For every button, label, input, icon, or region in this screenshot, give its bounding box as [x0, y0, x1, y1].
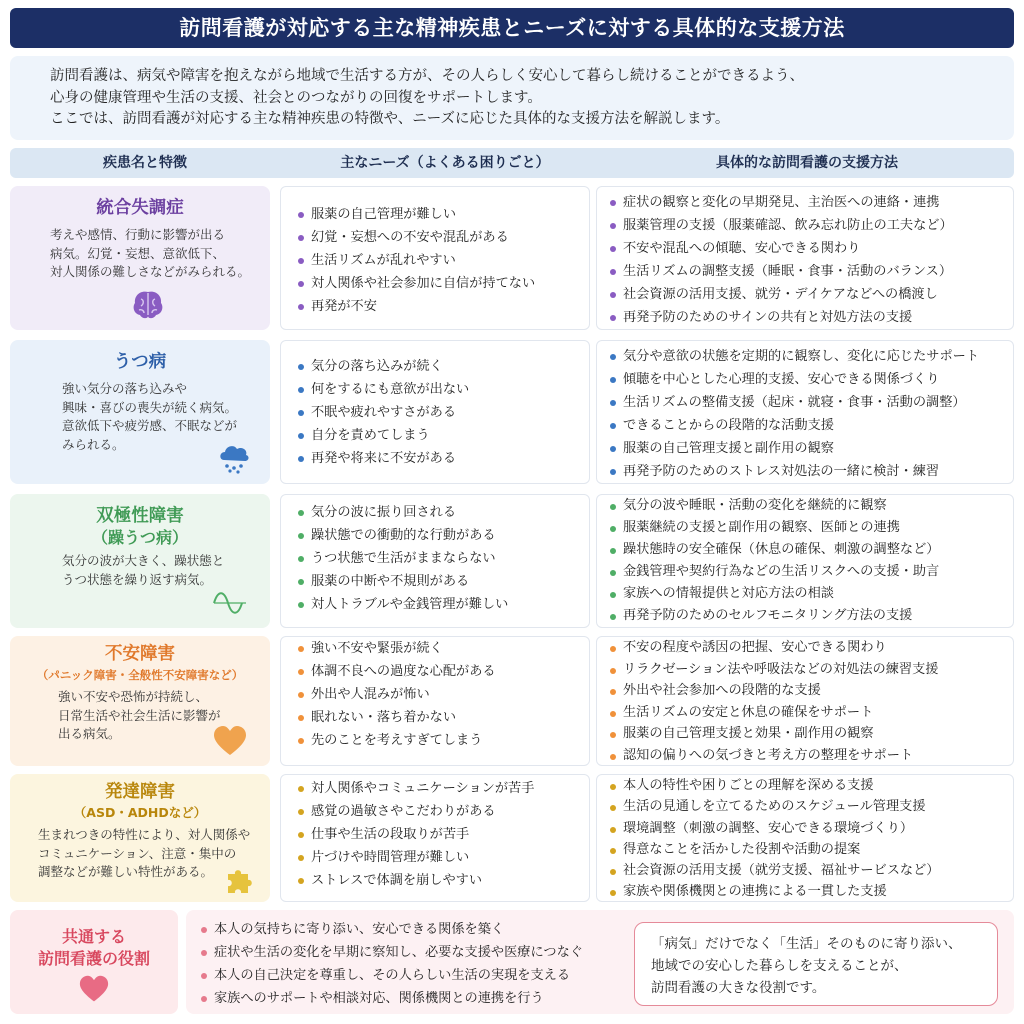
list-item-text: 対人トラブルや金銭管理が難しい [311, 597, 509, 612]
list-item-text: 再発予防のためのストレス対処法の一緒に検討・練習 [623, 464, 940, 479]
bullet-dot [610, 526, 616, 532]
bullet-dot [610, 354, 616, 360]
list-item-text: 服薬管理の支援（服薬確認、飲み忘れ防止の工夫など） [623, 218, 953, 233]
bullet-dot [610, 315, 616, 321]
list-item-text: 感覚の過敏さやこだわりがある [311, 804, 496, 819]
bullet-dot [610, 689, 616, 695]
list-item-text: 仕事や生活の段取りが苦手 [311, 827, 470, 842]
bullet-dot [298, 715, 304, 721]
column-header-disease: 疾患名と特徴 [103, 155, 187, 171]
list-item [198, 941, 583, 964]
list-item [607, 237, 953, 260]
bullet-dot [610, 827, 616, 833]
list-item [607, 659, 938, 681]
bullet-dot [298, 878, 304, 884]
bullet-dot [298, 646, 304, 652]
rain-cloud-icon [216, 440, 252, 474]
list-item-text: 家族への情報提供と対応方法の相談 [623, 586, 834, 601]
disease-description [10, 220, 270, 282]
disease-card-anxiety [10, 636, 270, 766]
support-box-anxiety [596, 636, 1014, 766]
list-item [607, 260, 953, 283]
bullet-dot [610, 784, 616, 790]
bullet-dot [298, 602, 304, 608]
support-list [607, 495, 940, 627]
list-item-text: 眠れない・落ち着かない [311, 710, 457, 725]
list-item-text: 強い不安や緊張が続く [311, 641, 443, 656]
list-item-text: 躁状態時の安全確保（休息の確保、刺激の調整など） [623, 542, 940, 557]
list-item [295, 447, 469, 470]
list-item [295, 226, 535, 249]
page-title: 訪問看護が対応する主な精神疾患とニーズに対する具体的な支援方法 [10, 8, 1014, 48]
bullet-dot [298, 832, 304, 838]
bullet-dot [298, 786, 304, 792]
description-line: 強い不安や恐怖が持続し、 [58, 689, 209, 704]
needs-list [295, 637, 496, 752]
bullet-dot [610, 423, 616, 429]
description-line: 生まれつきの特性により、対人関係や [38, 827, 251, 842]
needs-box-developmental [280, 774, 590, 902]
bullet-dot [610, 646, 616, 652]
intro-line: ここでは、訪問看護が対応する主な精神疾患の特徴や、ニーズに応じた具体的な支援方法を解説します。 [50, 111, 730, 127]
bullet-dot [610, 732, 616, 738]
list-item [607, 583, 940, 605]
list-item [295, 869, 534, 892]
bullet-dot [610, 446, 616, 452]
bullet-dot [201, 996, 207, 1002]
list-item [295, 660, 496, 683]
list-item [295, 295, 535, 318]
list-item [198, 964, 583, 987]
disease-description [10, 548, 270, 589]
list-item [295, 683, 496, 706]
disease-subtitle: （ASD・ADHDなど） [73, 805, 207, 820]
bullet-dot [298, 533, 304, 539]
bullet-dot [298, 212, 304, 218]
list-item-text: リラクゼーション法や呼吸法などの対処法の練習支援 [623, 661, 939, 677]
bullet-dot [298, 258, 304, 264]
intro-line: 訪問看護は、病気や障害を抱えながら地域で生活する方が、その人らしく安心して暮らし続けることができるよう、 [50, 68, 804, 84]
description-line: 強い気分の落ち込みや [62, 381, 188, 396]
support-box-developmental [596, 774, 1014, 902]
list-item-text: 症状や生活の変化を早期に察知し、必要な支援や医療につなぐ [214, 945, 583, 960]
list-item-text: 体調不良への過度な心配がある [311, 664, 496, 679]
support-list [607, 637, 938, 766]
list-item [295, 424, 469, 447]
list-item [607, 460, 979, 483]
list-item-text: 服薬の自己管理支援と効果・副作用の観察 [623, 726, 874, 741]
list-item [607, 702, 938, 724]
list-item [295, 800, 534, 823]
needs-box-anxiety [280, 636, 590, 766]
list-item [607, 745, 938, 767]
bullet-dot [610, 269, 616, 275]
list-item [607, 517, 940, 539]
intro-line: 心身の健康管理や生活の支援、社会とのつながりの回復をサポートします。 [50, 89, 542, 106]
bullet-dot [610, 548, 616, 554]
support-box-depression [596, 340, 1014, 484]
list-item-text: 家族へのサポートや相談対応、関係機関との連携を行う [214, 991, 544, 1006]
needs-list [295, 777, 534, 892]
bullet-dot [298, 692, 304, 698]
list-item-text: ストレスで体調を崩しやすい [311, 873, 483, 888]
list-item [607, 796, 940, 817]
list-item-text: 外出や人混みが怖い [311, 687, 430, 702]
list-item-text: 得意なことを活かした役割や活動の提案 [623, 841, 861, 857]
list-item-text: 幻覚・妄想への不安や混乱がある [311, 230, 509, 245]
list-item [295, 203, 535, 226]
bullet-dot [298, 235, 304, 241]
list-item [295, 729, 496, 752]
heart-icon [212, 724, 248, 758]
list-item-text: 本人の特性や困りごとの理解を深める支援 [623, 778, 874, 793]
disease-subtitle: （パニック障害・全般性不安障害など） [36, 668, 244, 682]
list-item-text: 片づけや時間管理が難しい [311, 850, 470, 865]
list-item [607, 345, 979, 368]
description-line: 出る病気。 [58, 726, 121, 741]
description-line: 興味・喜びの喪失が続く病気。 [62, 399, 238, 415]
list-item [607, 775, 940, 796]
list-item [607, 605, 940, 627]
list-item-text: 生活リズムが乱れやすい [311, 253, 456, 268]
bullet-dot [298, 669, 304, 675]
bullet-dot [610, 848, 616, 854]
list-item [607, 214, 953, 237]
list-item [295, 249, 535, 272]
list-item-text: 環境調整（刺激の調整、安心できる環境づくり） [623, 820, 914, 836]
list-item [295, 706, 496, 729]
list-item [607, 818, 940, 839]
list-item [295, 378, 469, 401]
bullet-dot [298, 855, 304, 861]
list-item [198, 918, 583, 941]
description-line: みられる。 [62, 436, 125, 452]
support-list [607, 775, 940, 903]
common-role-title: 訪問看護の役割 [37, 949, 150, 968]
list-item-text: 症状の観察と変化の早期発見、主治医への連絡・連携 [623, 195, 940, 210]
list-item-text: 認知の偏りへの気づきと考え方の整理をサポート [623, 747, 914, 763]
list-item-text: 本人の自己決定を尊重し、その人らしい生活の実現を支える [214, 968, 571, 983]
description-line: 調整などが難しい特性がある。 [38, 864, 214, 879]
list-item-text: 気分の波に振り回される [311, 505, 457, 520]
list-item [607, 437, 979, 460]
list-item-text: できることからの段階的な活動支援 [623, 418, 834, 433]
bullet-dot [201, 927, 207, 933]
bullet-dot [298, 809, 304, 815]
bullet-dot [610, 504, 616, 510]
description-line: 意欲低下や疲労感、不眠などが [62, 418, 238, 433]
common-role-box [186, 910, 1014, 1014]
disease-name: うつ病 [113, 352, 167, 372]
bullet-dot [298, 364, 304, 370]
list-item-text: 気分の波や睡眠・活動の変化を継続的に観察 [623, 498, 887, 513]
bullet-dot [298, 579, 304, 585]
list-item [607, 283, 953, 306]
quote-line: 「病気」だけでなく「生活」そのものに寄り添い、 [651, 936, 962, 952]
list-item [295, 593, 508, 616]
list-item-text: 本人の気持ちに寄り添い、安心できる関係を築く [214, 922, 505, 937]
list-item-text: 服薬の中断や不規則がある [311, 574, 470, 589]
list-item-text: 不眠や疲れやすさがある [311, 405, 457, 420]
list-item-text: 生活の見通しを立てるためのスケジュール管理支援 [623, 799, 926, 815]
bullet-dot [610, 711, 616, 717]
disease-name: 双極性障害 [96, 506, 184, 526]
bullet-dot [610, 292, 616, 298]
brain-icon [130, 288, 166, 322]
bullet-dot [298, 410, 304, 416]
bullet-dot [610, 805, 616, 811]
list-item-text: 不安や混乱への傾聴、安心できる関わり [623, 241, 861, 256]
list-item [607, 391, 979, 414]
column-header-row [10, 148, 1014, 178]
needs-list [295, 355, 469, 470]
support-box-schizophrenia [596, 186, 1014, 330]
list-item [295, 823, 534, 846]
quote-line: 訪問看護の大きな役割です。 [651, 980, 826, 996]
description-line: うつ状態を繰り返す病気。 [62, 571, 213, 587]
list-item-text: 先のことを考えすぎてしまう [311, 733, 483, 748]
list-item [607, 881, 940, 902]
list-item [607, 723, 938, 745]
list-item [295, 272, 535, 295]
list-item [607, 839, 940, 860]
list-item-text: 再発予防のためのセルフモニタリング方法の支援 [623, 608, 913, 623]
description-line: 病気。幻覚・妄想、意欲低下、 [50, 245, 226, 261]
disease-card-bipolar [10, 494, 270, 628]
bullet-dot [610, 200, 616, 206]
list-item [295, 355, 469, 378]
bullet-dot [610, 469, 616, 475]
bullet-dot [610, 890, 616, 896]
list-item [607, 860, 940, 881]
list-item [295, 777, 534, 800]
puzzle-icon [224, 866, 254, 896]
bullet-dot [298, 387, 304, 393]
common-role-card [10, 910, 178, 1014]
common-role-title: 共通する [61, 927, 126, 946]
list-item-text: 気分の落ち込みが続く [311, 359, 443, 374]
bullet-dot [298, 456, 304, 462]
list-item [607, 191, 953, 214]
bullet-dot [298, 738, 304, 744]
bullet-dot [610, 614, 616, 620]
description-line: 日常生活や社会生活に影響が [58, 707, 221, 723]
bullet-dot [298, 304, 304, 310]
needs-box-depression [280, 340, 590, 484]
disease-name: 不安障害 [105, 644, 175, 664]
list-item [295, 501, 508, 524]
list-item-text: うつ状態で生活がままならない [311, 551, 496, 566]
list-item-text: 服薬の自己管理支援と副作用の観察 [623, 441, 834, 456]
list-item [295, 547, 508, 570]
list-item-text: 生活リズムの調整支援（睡眠・食事・活動のバランス） [623, 264, 953, 279]
list-item-text: 自分を責めてしまう [311, 428, 430, 443]
intro-panel [10, 56, 1014, 140]
list-item [295, 570, 508, 593]
common-role-list [198, 918, 583, 1010]
bullet-dot [610, 570, 616, 576]
list-item-text: 服薬の自己管理が難しい [311, 207, 457, 222]
wave-icon [212, 586, 248, 620]
bullet-dot [610, 592, 616, 598]
list-item-text: 外出や社会参加への段階的な支援 [623, 683, 821, 698]
needs-box-bipolar [280, 494, 590, 628]
list-item-text: 躁状態での衝動的な行動がある [311, 528, 496, 543]
heart-icon [78, 974, 110, 1004]
disease-subtitle: （躁うつ病） [91, 528, 188, 547]
summary-quote-box [634, 922, 998, 1006]
bullet-dot [610, 400, 616, 406]
support-list [607, 191, 953, 329]
bullet-dot [610, 754, 616, 760]
disease-card-schizophrenia [10, 186, 270, 330]
column-header-support: 具体的な訪問看護の支援方法 [716, 155, 898, 171]
list-item-text: 対人関係やコミュニケーションが苦手 [311, 781, 535, 796]
list-item-text: 再発が不安 [311, 299, 377, 314]
list-item-text: 社会資源の活用支援（就労支援、福祉サービスなど） [623, 863, 940, 879]
list-item [607, 637, 938, 659]
needs-list [295, 203, 535, 318]
list-item [607, 539, 940, 561]
disease-name: 発達障害 [105, 782, 175, 802]
disease-card-depression [10, 340, 270, 484]
support-list [607, 345, 979, 483]
list-item-text: 生活リズムの整備支援（起床・就寝・食事・活動の調整） [623, 395, 966, 410]
list-item-text: 何をするにも意欲が出ない [311, 382, 470, 397]
list-item [607, 306, 953, 329]
list-item [607, 368, 979, 391]
list-item-text: 生活リズムの安定と休息の確保をサポート [623, 704, 874, 720]
bullet-dot [610, 223, 616, 229]
list-item [295, 846, 534, 869]
bullet-dot [201, 950, 207, 956]
description-line: 気分の波が大きく、躁状態と [62, 553, 225, 568]
description-line: 対人関係の難しさなどがみられる。 [50, 264, 251, 279]
list-item-text: 気分や意欲の状態を定期的に観察し、変化に応じたサポート [623, 349, 980, 364]
bullet-dot [610, 377, 616, 383]
quote-line: 地域での安心した暮らしを支えることが、 [651, 958, 908, 974]
list-item [198, 987, 583, 1010]
disease-name: 統合失調症 [96, 198, 184, 218]
bullet-dot [201, 973, 207, 979]
bullet-dot [298, 281, 304, 287]
description-line: 考えや感情、行動に影響が出る [50, 227, 226, 242]
bullet-dot [298, 433, 304, 439]
column-header-needs: 主なニーズ（よくある困りごと） [340, 155, 550, 171]
list-item [295, 524, 508, 547]
bullet-dot [610, 246, 616, 252]
needs-list [295, 501, 508, 616]
bullet-dot [298, 556, 304, 562]
needs-box-schizophrenia [280, 186, 590, 330]
list-item-text: 金銭管理や契約行為などの生活リスクへの支援・助言 [623, 564, 940, 579]
list-item [295, 637, 496, 660]
bullet-dot [610, 668, 616, 674]
description-line: コミュニケーション、注意・集中の [38, 845, 237, 861]
list-item-text: 傾聴を中心とした心理的支援、安心できる関係づくり [623, 372, 940, 387]
list-item [607, 495, 940, 517]
disease-card-developmental [10, 774, 270, 902]
support-box-bipolar [596, 494, 1014, 628]
list-item-text: 服薬継続の支援と副作用の観察、医師との連携 [623, 520, 900, 535]
list-item-text: 再発予防のためのサインの共有と対処方法の支援 [623, 310, 913, 325]
list-item [607, 680, 938, 702]
list-item [607, 561, 940, 583]
list-item-text: 社会資源の活用支援、就労・デイケアなどへの橋渡し [623, 287, 938, 302]
list-item-text: 再発や将来に不安がある [311, 451, 457, 466]
bullet-dot [298, 510, 304, 516]
list-item-text: 不安の程度や誘因の把握、安心できる関わり [623, 640, 887, 655]
bullet-dot [610, 869, 616, 875]
list-item-text: 家族や関係機関との連携による一貫した支援 [623, 884, 887, 900]
list-item [607, 414, 979, 437]
list-item-text: 対人関係や社会参加に自信が持てない [311, 276, 536, 291]
list-item [295, 401, 469, 424]
